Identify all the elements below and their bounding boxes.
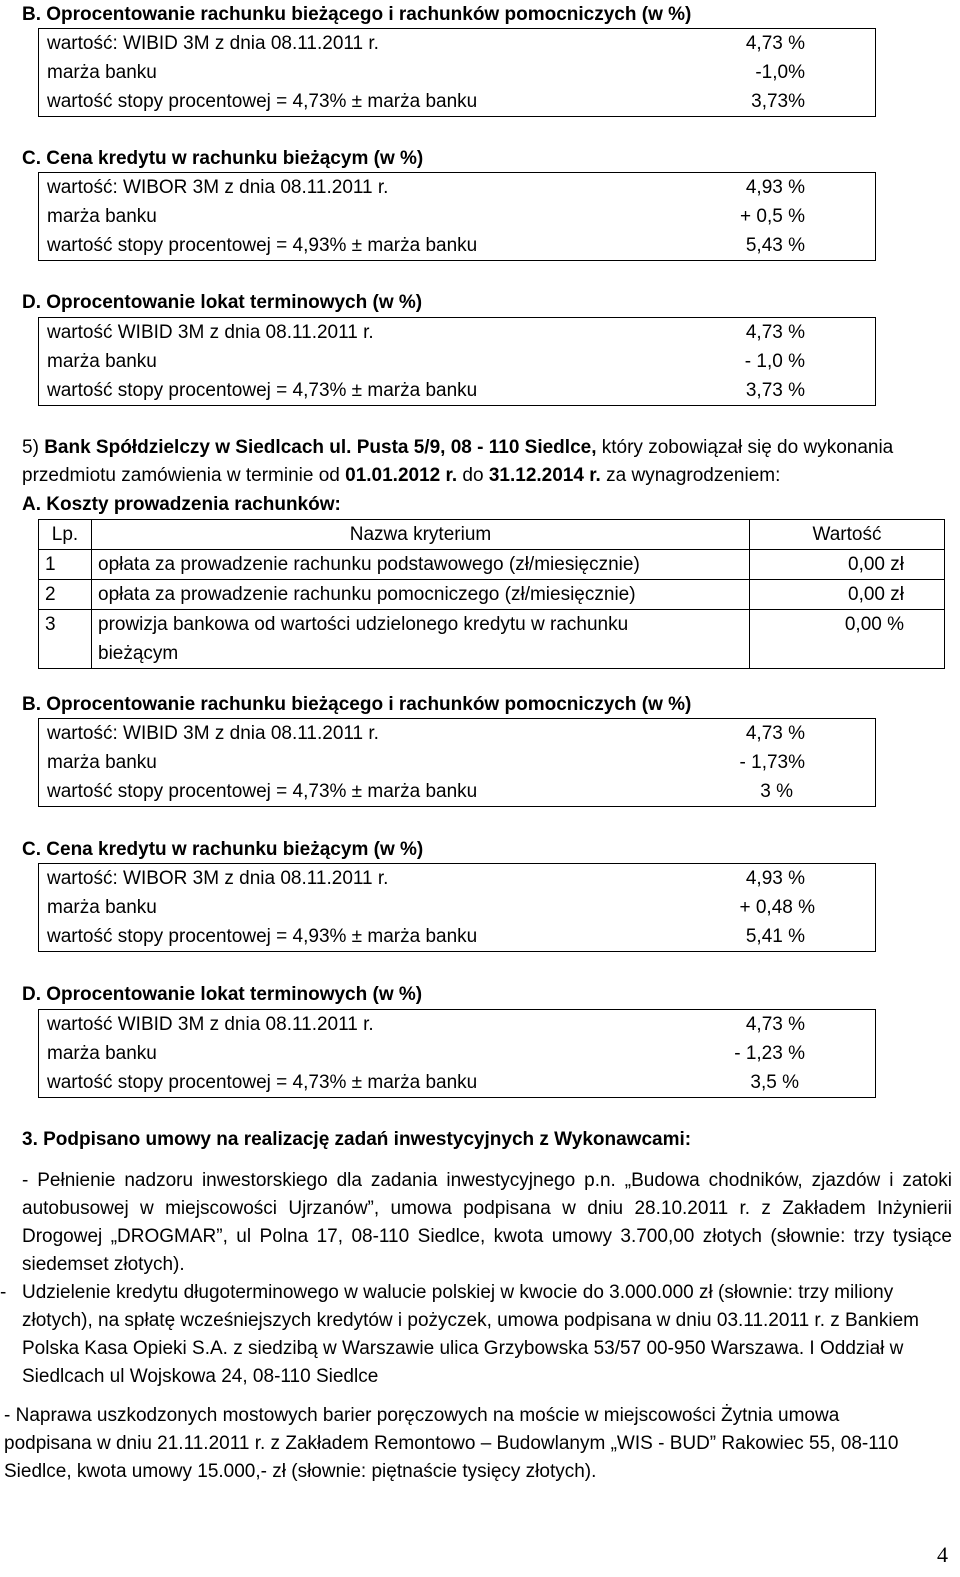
row-name: prowizja bankowa od wartości udzielonego kredytu w rachunku bieżącym [92,610,750,669]
bank-text-2: przedmiotu zamówienia w terminie od [22,465,346,486]
row-value: 0,00 zł [750,580,945,610]
bullet-dash: - [0,1282,7,1303]
section-b2-box [38,718,876,807]
table-row [39,864,875,893]
col-lp-header: Lp. [39,520,92,550]
table-row [39,29,875,58]
table-row [39,318,875,347]
table-row [39,719,875,748]
row-value: 0,00 zł [750,550,945,580]
row-label: marża banku [47,206,157,227]
table-row [39,922,875,951]
item-number: 5) [22,437,45,458]
section-c-title: C. Cena kredytu w rachunku bieżącym (w %) [22,148,424,169]
table-row [39,550,945,580]
row-value: 4,93 % [745,868,805,889]
table-row [39,1068,875,1097]
row-label: marża banku [47,897,157,918]
section-d2-box [38,1009,876,1098]
date-to: 31.12.2014 r. [488,465,601,486]
row-label: marża banku [47,1043,157,1064]
row-value: - 1,23 % [734,1043,805,1064]
row-value: 0,00 % [750,610,945,669]
bank-text-3: za wynagrodzeniem: [600,465,781,486]
section-d2-title: D. Oprocentowanie lokat terminowych (w %) [22,984,423,1005]
row-value: 4,73 % [745,1014,805,1035]
row-number: 1 [39,550,92,580]
paragraph-naprawa: - Naprawa uszkodzonych mostowych barier poręczowych na moście w miejscowości Żytnia umowa podpisana w dniu 21.11.2011 r. z Zakładem Remontowo – Budowlanym „WIS - BUD” Rakowiec 55, 08-110 Siedlce, kwota umowy 15.000,- zł (słownie: piętnaście tysięcy złotych). [4,1405,899,1482]
section-c-box [38,172,876,261]
row-label: wartość stopy procentowej = 4,93% ± marża banku [47,235,478,256]
table-row [39,231,875,260]
row-label: wartość: WIBOR 3M z dnia 08.11.2011 r. [47,177,389,198]
row-value: - 1,73% [739,752,805,773]
row-value: 4,93 % [745,177,805,198]
col-value-header: Wartość [750,520,945,550]
section-c2-title: C. Cena kredytu w rachunku bieżącym (w %) [22,839,424,860]
section-d-title: D. Oprocentowanie lokat terminowych (w %) [22,292,423,313]
row-value: - 1,0 % [744,351,805,372]
date-from: 01.01.2012 r. [345,465,458,486]
row-value: 3 % [760,781,793,802]
row-label: wartość stopy procentowej = 4,73% ± marża banku [47,380,478,401]
row-value: 5,43 % [745,235,805,256]
table-row [39,777,875,806]
row-label: marża banku [47,752,157,773]
criteria-table [38,519,945,669]
table-row [39,580,945,610]
section-c2-box [38,863,876,952]
row-label: wartość: WIBOR 3M z dnia 08.11.2011 r. [47,868,389,889]
paragraph-nadzor: - Pełnienie nadzoru inwestorskiego dla zadania inwestycyjnego p.n. „Budowa chodników, zjazdów i zatoki autobusowej w miejscowości Ujrzanów”, umowa podpisana w dniu 28.10.2011 r. z Zakładem Inżynierii Drogowej „DROGMAR”, ul Polna 17, 08-110 Siedlce, kwota umowy 3.700,00 złotych (słownie: trzy tysiące siedemset złotych). [22,1170,952,1275]
row-number: 3 [39,610,92,669]
row-name: opłata za prowadzenie rachunku podstawowego (zł/miesięcznie) [92,550,750,580]
row-number: 2 [39,580,92,610]
table-row [39,173,875,202]
section-b2-title: B. Oprocentowanie rachunku bieżącego i rachunków pomocniczych (w %) [22,694,692,715]
section-b-box [38,28,876,117]
row-label: wartość: WIBID 3M z dnia 08.11.2011 r. [47,723,379,744]
row-label: wartość stopy procentowej = 4,93% ± marża banku [47,926,478,947]
table-row [39,610,945,669]
row-value: + 0,5 % [740,206,805,227]
table-header-row [39,520,945,550]
row-value: + 0,48 % [739,897,815,918]
col-name-header: Nazwa kryterium [92,520,750,550]
table-row [39,1010,875,1039]
row-value: 3,73 % [745,380,805,401]
paragraph-kredyt: Udzielenie kredytu długoterminowego w walucie polskiej w kwocie do 3.000.000 zł (słownie: trzy miliony złotych), na spłatę wcześniejszych kredytów i pożyczek, umowa podpisana w dniu 03.11.2011 r. z Bankiem Polska Kasa Opieki S.A. z siedzibą w Warszawie ulica Grzybowska 53/57 00-950 Warszawa. I Oddział w Siedlcach ul Wojskowa 24, 08-110 Siedlce [22,1282,919,1387]
table-row [39,347,875,376]
table-row [39,58,875,87]
row-label: wartość: WIBID 3M z dnia 08.11.2011 r. [47,33,379,54]
row-label: wartość stopy procentowej = 4,73% ± marża banku [47,781,478,802]
row-value: 4,73 % [745,322,805,343]
row-value: 4,73 % [745,33,805,54]
row-label: marża banku [47,351,157,372]
page-number: 4 [937,1542,948,1567]
row-label: marża banku [47,62,157,83]
row-label: wartość stopy procentowej = 4,73% ± marża banku [47,91,478,112]
section-b-title: B. Oprocentowanie rachunku bieżącego i rachunków pomocniczych (w %) [22,4,692,25]
table-row [39,87,875,116]
bank-text: który zobowiązał się do wykonania [596,437,894,458]
row-value: 3,73% [751,91,805,112]
section-d-box [38,317,876,406]
bank-name: Bank Spółdzielczy w Siedlcach ul. Pusta 5/9, 08 - 110 Siedlce, [44,437,597,458]
row-value: 5,41 % [745,926,805,947]
row-label: wartość stopy procentowej = 4,73% ± marża banku [47,1072,478,1093]
table-row [39,202,875,231]
row-value: 3,5 % [750,1072,799,1093]
row-value: 4,73 % [745,723,805,744]
row-name: opłata za prowadzenie rachunku pomocniczego (zł/miesięcznie) [92,580,750,610]
row-value: -1,0% [755,62,805,83]
table-row [39,376,875,405]
table-row [39,748,875,777]
table-row [39,1039,875,1068]
row-label: wartość WIBID 3M z dnia 08.11.2011 r. [47,1014,374,1035]
section-3-title: 3. Podpisano umowy na realizację zadań inwestycyjnych z Wykonawcami: [22,1129,692,1150]
table-row [39,893,875,922]
bank-5-paragraph [22,434,952,490]
section-a-title: A. Koszty prowadzenia rachunków: [22,494,341,515]
row-label: wartość WIBID 3M z dnia 08.11.2011 r. [47,322,374,343]
do-word: do [457,465,489,486]
